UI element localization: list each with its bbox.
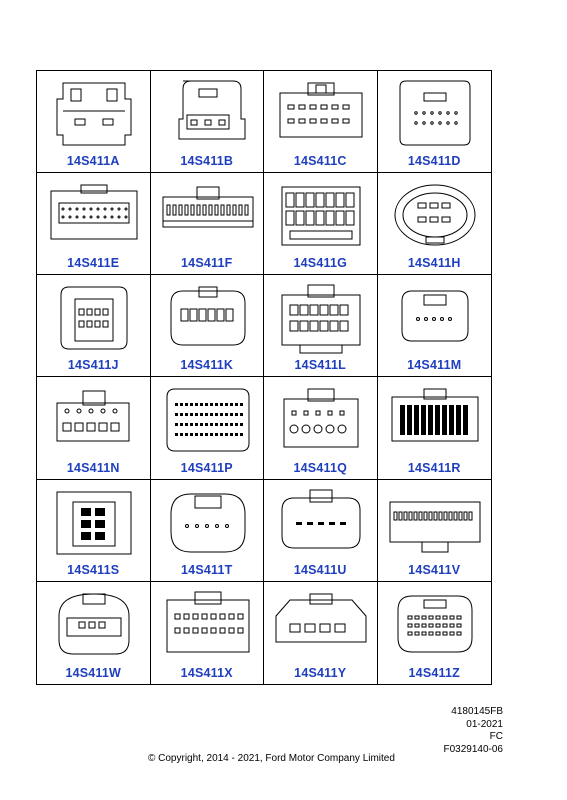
connector-label: 14S411M (407, 358, 462, 373)
connector-cell (378, 275, 492, 377)
connector-grid (36, 70, 492, 685)
connector-cell (264, 480, 378, 582)
connector-label: 14S411B (180, 154, 234, 169)
connector-cell (378, 71, 492, 173)
connector-drawing (384, 177, 486, 253)
connector-drawing (43, 586, 145, 662)
connector-cell (37, 582, 151, 684)
connector-cell (264, 71, 378, 173)
connector-label: 14S411L (294, 358, 346, 373)
connector-drawing (270, 75, 372, 151)
connector-drawing (384, 586, 486, 662)
connector-label: 14S411R (407, 460, 461, 475)
connector-label: 14S411J (67, 358, 119, 373)
connector-label: 14S411U (293, 562, 347, 577)
connector-label: 14S411H (407, 256, 461, 271)
connector-cell (264, 173, 378, 275)
connector-drawing (43, 279, 145, 355)
document-date: 01-2021 (466, 718, 503, 730)
connector-drawing (384, 75, 486, 151)
connector-cell (264, 582, 378, 684)
connector-label: 14S411W (65, 665, 122, 680)
connector-label: 14S411G (293, 256, 348, 271)
connector-drawing (270, 586, 372, 662)
connector-label: 14S411Z (408, 665, 460, 680)
connector-cell (378, 377, 492, 479)
copyright-notice: © Copyright, 2014 - 2021, Ford Motor Company Limited (148, 753, 395, 764)
connector-label: 14S411N (66, 460, 120, 475)
connector-label: 14S411K (180, 358, 234, 373)
figure-number: F0329140-06 (443, 743, 503, 755)
connector-cell (378, 582, 492, 684)
connector-drawing (384, 484, 486, 560)
connector-drawing (270, 177, 372, 253)
connector-drawing (270, 279, 372, 355)
connector-cell (378, 173, 492, 275)
connector-label: 14S411Q (293, 460, 348, 475)
connector-drawing (157, 279, 259, 355)
connector-drawing (270, 381, 372, 457)
connector-drawing (43, 177, 145, 253)
connector-cell (151, 71, 265, 173)
connector-cell (37, 71, 151, 173)
connector-label: 14S411T (181, 562, 233, 577)
connector-label: 14S411C (293, 154, 347, 169)
connector-drawing (157, 381, 259, 457)
connector-label: 14S411X (180, 665, 233, 680)
connector-label: 14S411A (66, 154, 120, 169)
connector-label: 14S411S (67, 562, 120, 577)
connector-cell (37, 377, 151, 479)
connector-cell (37, 275, 151, 377)
document-initials: FC (489, 731, 503, 742)
document-code: 4180145FB (451, 706, 503, 717)
connector-drawing (384, 279, 486, 355)
connector-label: 14S411E (67, 256, 120, 271)
connector-cell (264, 275, 378, 377)
connector-cell (37, 480, 151, 582)
connector-label: 14S411Y (294, 665, 347, 680)
connector-cell (151, 582, 265, 684)
connector-drawing (43, 484, 145, 560)
connector-label: 14S411V (408, 562, 461, 577)
connector-label: 14S411F (181, 256, 233, 271)
connector-label: 14S411D (407, 154, 461, 169)
connector-label: 14S411P (180, 460, 233, 475)
connector-drawing (384, 381, 486, 457)
connector-drawing (157, 75, 259, 151)
connector-drawing (157, 586, 259, 662)
connector-drawing (43, 381, 145, 457)
connector-cell (37, 173, 151, 275)
connector-drawing (157, 177, 259, 253)
document-reference-block (444, 706, 504, 756)
connector-cell (151, 377, 265, 479)
connector-cell (378, 480, 492, 582)
connector-drawing (270, 484, 372, 560)
connector-drawing (43, 75, 145, 151)
connector-cell (151, 480, 265, 582)
connector-cell (151, 275, 265, 377)
connector-cell (151, 173, 265, 275)
connector-drawing (157, 484, 259, 560)
connector-cell (264, 377, 378, 479)
